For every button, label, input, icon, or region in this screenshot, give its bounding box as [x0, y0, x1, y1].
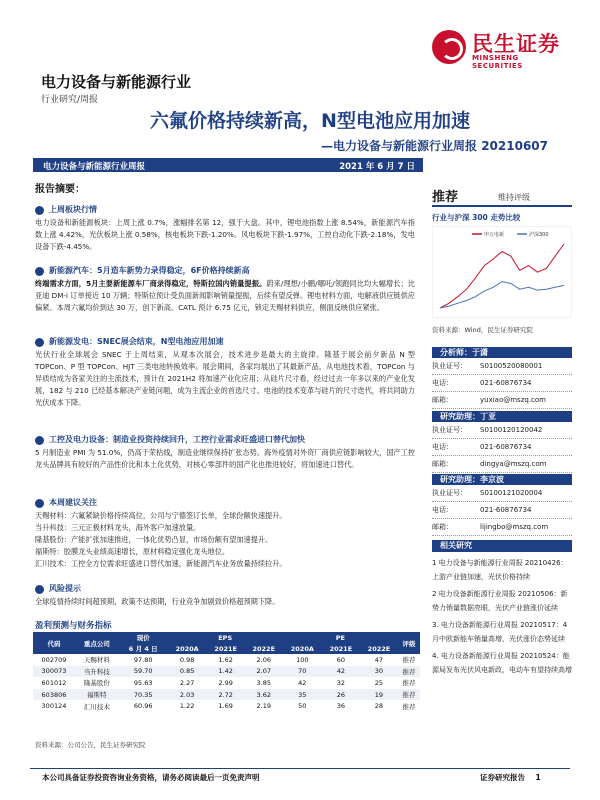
report-subtitle: —电力设备与新能源行业周报 20210607 — [321, 139, 548, 153]
section-risk — [35, 582, 415, 608]
cell: 2.03 — [168, 689, 207, 701]
section-heading: 本周建议关注 — [49, 498, 97, 507]
pick-line: 隆基股份：产能扩张加速推进，一体化优势凸显，市场份额有望加速提升。 — [35, 535, 273, 544]
table-row — [33, 654, 420, 666]
cell: 300124 — [33, 700, 75, 712]
footer-right: 证券研究报告 1 — [480, 773, 541, 782]
rating-label: 推荐 — [432, 190, 459, 205]
table-row — [33, 677, 420, 689]
cell: 推荐 — [398, 689, 420, 701]
col-subheader: 2022E — [245, 643, 283, 654]
cell: 1.69 — [207, 700, 245, 712]
cell: 1.42 — [207, 666, 245, 678]
analyst-row: 电话： 021-60876734 — [432, 439, 572, 456]
cell: 603806 — [33, 689, 75, 701]
cell: 3.62 — [245, 689, 283, 701]
cell: 70.35 — [119, 689, 168, 701]
section-heading: 工控及电力设备：制造业投资持续回升，工控行业需求旺盛进口替代加快 — [49, 435, 305, 444]
chart-title: 行业与沪深 300 走势比较 — [432, 213, 521, 222]
analyst-row: 邮箱： yuxiao@mszq.com — [432, 392, 572, 409]
cell: 天赐材料 — [75, 654, 119, 666]
table-row — [33, 700, 420, 712]
cell: 70 — [283, 666, 322, 678]
cell: 601012 — [33, 677, 75, 689]
cell: 福斯特 — [75, 689, 119, 701]
related-link[interactable]: 4. 电力设备新能源行业周报 20210524：能源局发布光伏风电新政，电动车有望持续高增 — [432, 652, 572, 674]
section-body: 5 月制造业 PMI 为 51.0%，仍高于荣枯线，制造业继续保持扩张态势。海外疫情对外资厂商供应链影响较大，国产工控龙头品牌具有较好的产品性价比和本土化优势，对核心零部件的国产化也推进较好，将加速进口替代。 — [35, 448, 415, 469]
col-subheader: 2021E — [207, 643, 245, 654]
col-header: 评级 — [398, 632, 420, 654]
cell: 100 — [283, 654, 322, 666]
footer-disclaimer: 本公司具备证券投资咨询业务资格，请务必阅读最后一页免责声明 — [42, 773, 260, 782]
section-heading: 风险提示 — [49, 584, 81, 593]
logo-name-cn: 民生证券 — [472, 32, 560, 56]
analyst-heading: 分析师：于潇 — [432, 347, 572, 358]
cell: 当升科技 — [75, 666, 119, 678]
footer-line — [30, 768, 570, 769]
report-title: 六氟价格持续新高，N型电池应用加速 — [150, 110, 470, 132]
cell: 32 — [322, 677, 360, 689]
table-row — [33, 689, 420, 701]
col-header: PE — [283, 632, 398, 643]
pick-line: 汇川技术：工控全方位需求旺盛进口替代加速，新能源汽车业务放量持续拉升。 — [35, 559, 287, 568]
cell: 25 — [360, 677, 398, 689]
section-market — [35, 203, 415, 253]
cell: 2.99 — [207, 677, 245, 689]
col-subheader: 2020A — [283, 643, 322, 654]
section-picks — [35, 496, 415, 570]
section-heading: 新能源汽车：5月造车新势力录得稳定，6F价格持续新高 — [49, 266, 250, 275]
pick-line: 当升科技：三元正极材料龙头，海外客户加速放量。 — [35, 523, 201, 532]
cell: 推荐 — [398, 654, 420, 666]
cell: 35 — [283, 689, 322, 701]
section-heading: 上周板块行情 — [49, 205, 97, 214]
cell: 2.06 — [245, 654, 283, 666]
bullet-icon — [35, 338, 44, 347]
cell: 97.80 — [119, 654, 168, 666]
cell: 30 — [360, 666, 398, 678]
cell: 2.19 — [245, 700, 283, 712]
analyst-block — [432, 347, 572, 409]
analyst-row: 执业证号： S0100520080001 — [432, 358, 572, 375]
minsheng-logo — [432, 28, 572, 68]
cell: 推荐 — [398, 666, 420, 678]
cell: 0.85 — [168, 666, 207, 678]
bullet-icon — [35, 499, 44, 508]
summary-heading: 报告摘要： — [35, 184, 85, 195]
section-lead: 终端需求方面，5月主要新能源车厂商录得稳定，特斯拉国内销量提振。 — [35, 279, 267, 288]
analyst-row: 邮箱： lijingbo@mszq.com — [432, 519, 572, 536]
section-industrial — [35, 433, 415, 471]
cell: 59.70 — [119, 666, 168, 678]
analyst-row: 电话： 021-60876734 — [432, 502, 572, 519]
analyst-block — [432, 411, 572, 473]
related-link[interactable]: 2 电力设备新能源行业周报 20210506：新势力销量数据亮眼，光伏产业链涨价延续 — [432, 590, 568, 612]
bullet-icon — [35, 436, 44, 445]
analyst-row: 执业证号： S0100120120042 — [432, 422, 572, 439]
analyst-row: 执业证号： S0100121020004 — [432, 485, 572, 502]
cell: 推荐 — [398, 677, 420, 689]
section-ev — [35, 264, 415, 314]
divider — [432, 205, 572, 207]
legend-label: 申万电新 — [484, 232, 505, 238]
trend-chart — [432, 226, 572, 318]
col-header: 重点公司 — [75, 632, 119, 654]
section-body: 电力设备和新能源板块：上周上涨 0.7%，涨幅排名第 12，强于大盘。其中，锂电池指数上涨 8.54%，新能源汽车指数上涨 4.42%，光伏板块上涨 0.58%，核电板块下跌-1.20%。风电板块下跌-1.97%，工控自动化下跌-2.18%，发电设备下跌-4.45%。 — [35, 218, 415, 251]
logo-name-en: MINSHENG SECURITIES — [472, 54, 523, 70]
cell: 2.27 — [168, 677, 207, 689]
section-body: 光伏行业全球展会 SNEC 于上周结束，从观本次展会，技术进步是最大的主旋律。隆基于展会前夕新品 N 型 TOPCon、P 型 TOPCon、HJT 三类电池转换效率。展会期间，各家均展出了其最新产品，从电池技术看，TOPCon 与异质结成为各家关注的主流技术，预计在 2021H2 将加速产业化应用；从硅片尺寸看，经过过去一年多以来的产业化发展，182 与 210 已经基本解决产业链问题，成为主流企业的首选尺寸。电池的技术变革与硅片的尺寸迭代，将共同助力光伏成本下降。 — [35, 350, 415, 407]
report-type: 行业研究/周报 — [41, 95, 99, 105]
cell: 1.62 — [207, 654, 245, 666]
report-date: 2021 年 6 月 7 日 — [339, 162, 415, 172]
cell: 95.63 — [119, 677, 168, 689]
table-heading: 盈利预测与财务指标 — [35, 621, 112, 631]
section-body: 全球疫情持续时间超预期，政策不达预期，行业竞争加剧致价格超预期下降。 — [35, 597, 280, 606]
header-bar — [33, 158, 423, 172]
col-subheader: 2022E — [360, 643, 398, 654]
cell: 002709 — [33, 654, 75, 666]
chart-source: 资料来源：Wind，民生证券研究院 — [432, 326, 533, 334]
col-subheader: 6 月 4 日 — [119, 643, 168, 654]
cell: 28 — [360, 700, 398, 712]
cell: 60.96 — [119, 700, 168, 712]
forecast-table — [33, 632, 420, 712]
analyst-heading: 研究助理：李京波 — [432, 474, 572, 485]
analyst-block — [432, 474, 572, 536]
rating-note: 维持评级 — [498, 193, 530, 202]
cell: 47 — [360, 654, 398, 666]
table-row — [33, 666, 420, 678]
col-header: 代码 — [33, 632, 75, 654]
cell: 汇川技术 — [75, 700, 119, 712]
legend-label: 沪深300 — [529, 232, 549, 238]
table-source: 资料来源：公司公告，民生证券研究院 — [35, 741, 146, 749]
pick-line: 福斯特：胶膜龙头业绩高速增长，原材料稳定强化龙头地位。 — [35, 547, 230, 556]
section-heading: 新能源发电：SNEC展会结束，N型电池应用加速 — [49, 337, 224, 346]
cell: 42 — [322, 666, 360, 678]
cell: 26 — [322, 689, 360, 701]
analyst-row: 邮箱： dingya@mszq.com — [432, 456, 572, 473]
cell: 50 — [283, 700, 322, 712]
section-pv — [35, 335, 415, 409]
page-number: 1 — [535, 773, 541, 782]
pick-line: 天赐材料：六氟紧缺价格持续高位，公司与宁德签订长单，全球份额快速提升。 — [35, 511, 287, 520]
cell: 19 — [360, 689, 398, 701]
bullet-icon — [35, 267, 44, 276]
related-link[interactable]: 3. 电力设备新能源行业周报 20210517：4 月中欧新能车销量高增，光伏涨价态势延续 — [432, 621, 568, 643]
cell: 隆基股份 — [75, 677, 119, 689]
cell: 1.22 — [168, 700, 207, 712]
bullet-icon — [35, 585, 44, 594]
bar-title: 电力设备与新能源行业周报 — [43, 162, 146, 172]
col-subheader: 2020A — [168, 643, 207, 654]
cell: 推荐 — [398, 700, 420, 712]
cell: 36 — [322, 700, 360, 712]
cell: 3.85 — [245, 677, 283, 689]
section-body: 蔚来/理想/小鹏/哪吒/领跑同比均大幅增长；比亚迪 DM-i 订单接近 10 万辆；特斯拉预计受负面新闻影响销量提振，后续有望反弹。锂电材料方面，电解液供应链供应偏紧。本周六氟均价到达 30 万，创下新高。CATL 预计 6.75 亿元，锁定天赐材料供应，侧面反映供应紧张。 — [35, 279, 415, 312]
related-heading: 相关研究 — [432, 540, 572, 552]
related-list — [432, 557, 572, 677]
cell: 300073 — [33, 666, 75, 678]
cell: 60 — [322, 654, 360, 666]
col-subheader: 2021E — [322, 643, 360, 654]
analyst-row: 电话： 021-60876734 — [432, 375, 572, 392]
industry-name: 电力设备与新能源行业 — [41, 73, 192, 91]
cell: 2.72 — [207, 689, 245, 701]
cell: 0.98 — [168, 654, 207, 666]
analyst-heading: 研究助理：丁亚 — [432, 411, 572, 422]
bullet-icon — [35, 206, 44, 215]
cell: 2.07 — [245, 666, 283, 678]
col-header: EPS — [168, 632, 283, 643]
cell: 42 — [283, 677, 322, 689]
related-link[interactable]: 1 电力设备与新能源行业周报 20210426：上游产业链加速，光伏价格持续 — [432, 559, 568, 581]
logo-mark-icon — [432, 30, 466, 64]
col-header: 现价 — [119, 632, 168, 643]
